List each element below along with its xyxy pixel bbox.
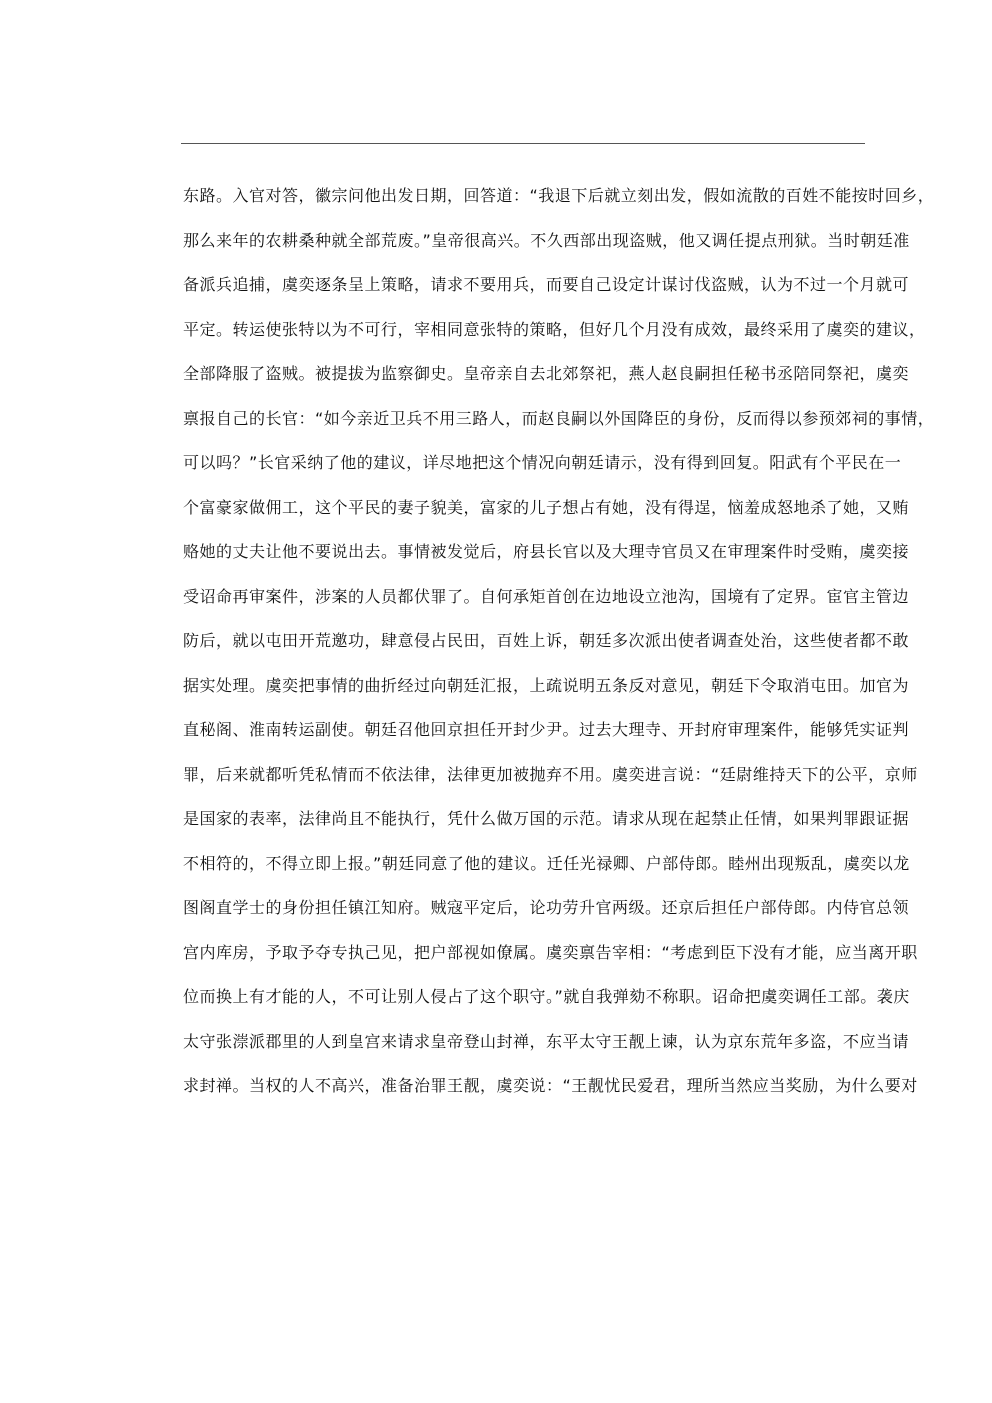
text-line: 防后，就以屯田开荒邀功，肆意侵占民田，百姓上诉，朝廷多次派出使者调查处治，这些使者都不敢 [183,631,910,650]
text-line: 罪，后来就都听凭私情而不依法律，法律更加被抛弃不用。虞奕进言说：“廷尉维持天下的公平，京师 [183,764,918,784]
text-line: 个富豪家做佣工，这个平民的妻子貌美，富家的儿子想占有她，没有得逞，恼羞成怒地杀了她，又贿 [183,497,910,517]
text-line: 不相符的，不得立即上报。”朝廷同意了他的建议。迁任光禄卿、户部侍郎。睦州出现叛乱，虞奕以龙 [183,853,910,873]
text-line: 可以吗？”长官采纳了他的建议，详尽地把这个情况向朝廷请示，没有得到回复。阳武有个平民在一 [183,453,902,472]
text-body [183,174,935,1109]
text-line: 备派兵追捕，虞奕逐条呈上策略，请求不要用兵，而要自己设定计谋讨伐盗贼，认为不过一个月就可 [183,275,910,294]
text-line: 宫内库房，予取予夺专执己见，把户部视如僚属。虞奕禀告宰相：“考虑到臣下没有才能，应当离开职 [183,942,918,962]
text-line: 据实处理。虞奕把事情的曲折经过向朝廷汇报，上疏说明五条反对意见，朝廷下令取消屯田。加官为 [183,675,910,695]
text-line: 位而换上有才能的人，不可让别人侵占了这个职守。”就自我弹劾不称职。诏命把虞奕调任工部。袭庆 [183,987,910,1006]
text-line: 那么来年的农耕桑种就全部荒废。”皇帝很高兴。不久西部出现盗贼，他又调任提点刑狱。当时朝廷准 [183,230,910,250]
header-rule [181,143,865,144]
text-line: 图阁直学士的身份担任镇江知府。贼寇平定后，论功劳升官两级。还京后担任户部侍郎。内侍官总领 [183,898,910,917]
text-line: 东路。入官对答，徽宗问他出发日期，回答道：“我退下后就立刻出发，假如流散的百姓不能按时回乡， [183,186,935,205]
text-line: 全部降服了盗贼。被提拔为监察御史。皇帝亲自去北郊祭祀，燕人赵良嗣担任秘书丞陪同祭祀，虞奕 [183,364,910,383]
text-line: 禀报自己的长官：“如今亲近卫兵不用三路人，而赵良嗣以外国降臣的身份，反而得以参预郊祠的事情， [183,408,935,428]
text-line: 太守张漴派郡里的人到皇宫来请求皇帝登山封禅，东平太守王靓上谏，认为京东荒年多盗，不应当请 [183,1031,910,1051]
text-line: 是国家的表率，法律尚且不能执行，凭什么做万国的示范。请求从现在起禁止任情，如果判罪跟证据 [183,809,910,828]
text-line: 受诏命再审案件，涉案的人员都伏罪了。自何承矩首创在边地设立池沟，国境有了定界。宦官主管边 [183,586,910,606]
text-line: 直秘阁、淮南转运副使。朝廷召他回京担任开封少尹。过去大理寺、开封府审理案件，能够凭实证判 [183,720,910,739]
text-line: 赂她的丈夫让他不要说出去。事情被发觉后，府县长官以及大理寺官员又在审理案件时受贿，虞奕接 [183,542,910,561]
text-line: 求封禅。当权的人不高兴，准备治罪王靓，虞奕说：“王靓忧民爱君，理所当然应当奖励，为什么要对 [183,1076,918,1095]
text-line: 平定。转运使张特以为不可行，宰相同意张特的策略，但好几个月没有成效，最终采用了虞奕的建议， [183,319,926,339]
